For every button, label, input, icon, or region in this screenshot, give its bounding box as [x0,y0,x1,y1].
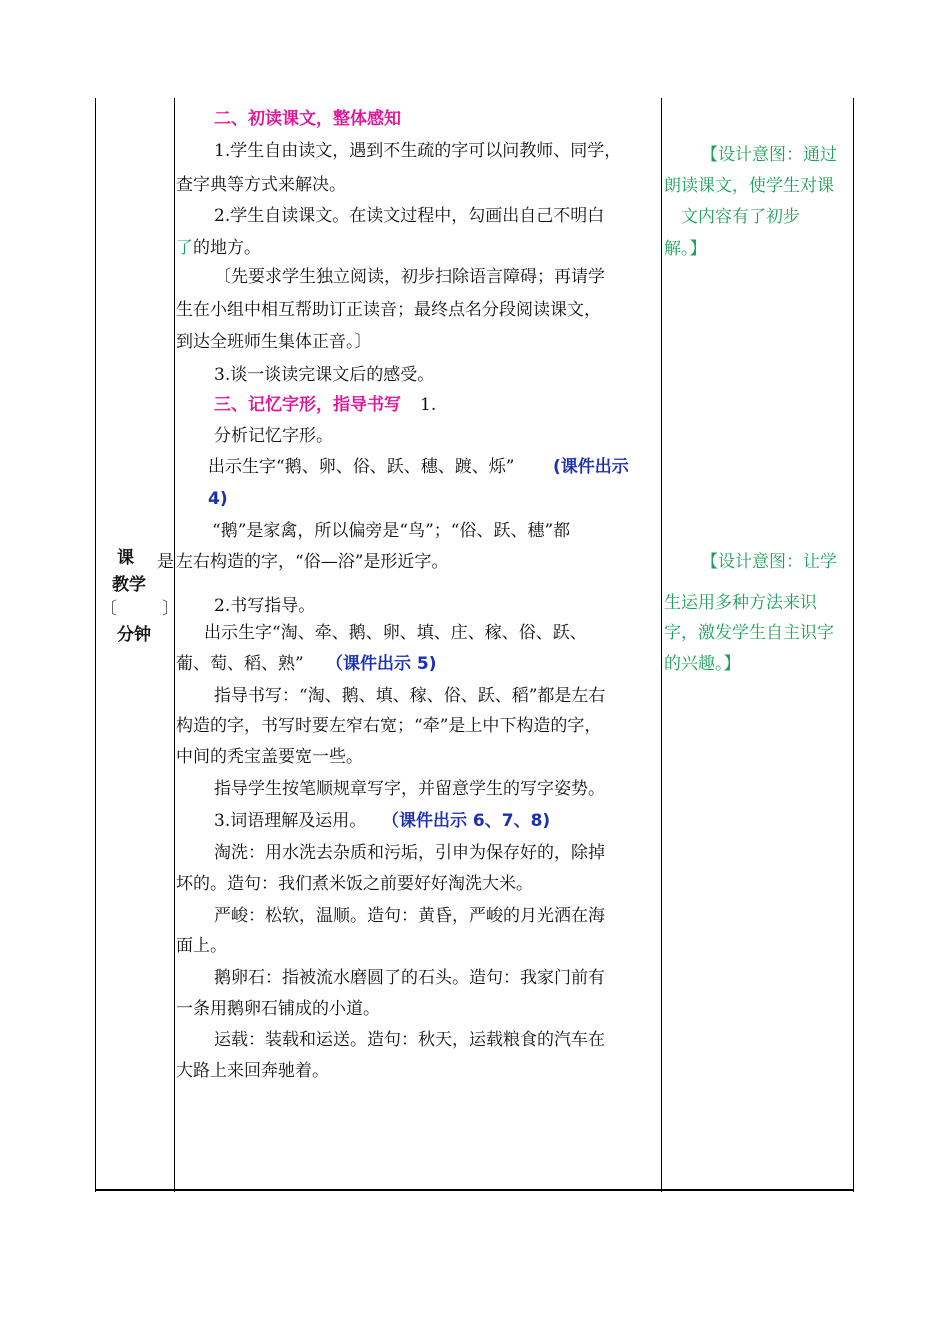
section2-p3-line3: 到达全班师生集体正音。〕 [176,332,372,352]
section3-s4: 2.书写指导。 [214,596,316,616]
row-label-bracket-right: 〕 [162,599,179,619]
section3-s6-line3: 中间的秃宝盖要宽一些。 [176,747,363,767]
section2-p1-line1: 1.学生自由读文，遇到不生疏的字可以问教师、同学， [214,141,622,161]
section3-s5-courseware: （课件出示 5) [326,654,437,674]
section3-s6-line2: 构造的字，书写时要左窄右宽；“牵”是上中下构造的字， [176,716,602,736]
section3-s1: 分析记忆字形。 [214,426,333,446]
section3-s8: 3.词语理解及运用。 [214,811,367,831]
table-border-bottom [95,1189,854,1191]
section3-s12-line2: 大路上来回奔驰着。 [176,1061,329,1081]
design-note-1-line4: 解。】 [664,239,707,259]
row-label-course: 课 [117,548,134,568]
row-label-bracket-left: 〔 [100,599,117,619]
section3-s5-line2: 葡、萄、稻、熟” [176,654,304,674]
section3-s3-line2: 左右构造的字，“俗—浴”是形近字。 [176,552,449,572]
section3-s3-line1: “鹅”是家禽，所以偏旁是“鸟”；“俗、跃、穗”都 [212,521,571,541]
section3-s10-line1: 严峻：松软，温顺。造句：黄昏，严峻的月光洒在海 [214,906,605,926]
section2-p1-line2: 查字典等方式来解决。 [176,175,346,195]
design-note-1-line1: 【设计意图：通过 [701,145,837,165]
section3-s2-courseware-num: 4) [208,489,228,509]
section2-p3-line2: 生在小组中相互帮助订正读音；最终点名分段阅读课文， [176,300,601,320]
table-border-left [95,98,96,1192]
section2-p2-green-char: 了 [176,238,193,258]
section3-heading-tail: 1. [420,395,437,415]
row-label-minutes: 分钟 [117,625,151,645]
section3-s5-line1: 出示生字“淘、牵、鹅、卵、填、庄、稼、俗、跃、 [204,623,587,643]
section3-s11-line2: 一条用鹅卵石铺成的小道。 [176,999,380,1019]
table-divider-2 [661,98,662,1192]
design-note-2-line3: 字，激发学生自主识字 [664,623,834,643]
row-label-teaching: 教学 [112,575,146,595]
section3-s12-line1: 运载：装载和运送。造句：秋天，运载粮食的汽车在 [214,1030,605,1050]
section3-s11-line1: 鹅卵石：指被流水磨圆了的石头。造句：我家门前有 [214,968,605,988]
section2-p3-line1: 〔先要求学生独立阅读，初步扫除语言障碍；再请学 [214,267,605,287]
design-note-2-line4: 的兴趣。】 [664,654,741,674]
section3-s8-courseware: （课件出示 6、7、8) [382,811,551,831]
section3-side-char: 是 [157,552,174,572]
table-divider-1 [174,98,175,1192]
design-note-1-line3: 文内容有了初步 [681,207,800,227]
design-note-2-line2: 生运用多种方法来识 [664,593,817,613]
section3-s2: 出示生字“鹅、卵、俗、跃、穗、踱、烁” [208,457,515,477]
section3-s7: 指导学生按笔顺规章写字，并留意学生的写字姿势。 [214,779,605,799]
design-note-2-line1: 【设计意图：让学 [701,552,837,572]
section3-s9-line2: 坏的。造句：我们煮米饭之前要好好淘洗大米。 [176,874,533,894]
section3-s10-line2: 面上。 [176,936,227,956]
section3-heading: 三、记忆字形，指导书写 [214,395,401,415]
table-border-right [853,98,854,1192]
section3-s6-line1: 指导书写：“淘、鹅、填、稼、俗、跃、稻”都是左右 [214,686,606,706]
section2-heading: 二、初读课文，整体感知 [214,109,401,129]
section2-p4: 3.谈一谈读完课文后的感受。 [214,365,435,385]
section2-p2-line1: 2.学生自读课文。在读文过程中，勾画出自己不明白 [214,206,605,226]
section3-s9-line1: 淘洗：用水洗去杂质和污垢，引申为保存好的，除掉 [214,843,605,863]
design-note-1-line2: 朗读课文，使学生对课 [664,176,834,196]
section2-p2-line2: 的地方。 [193,238,261,258]
section3-s2-courseware: (课件出示 [553,457,629,477]
